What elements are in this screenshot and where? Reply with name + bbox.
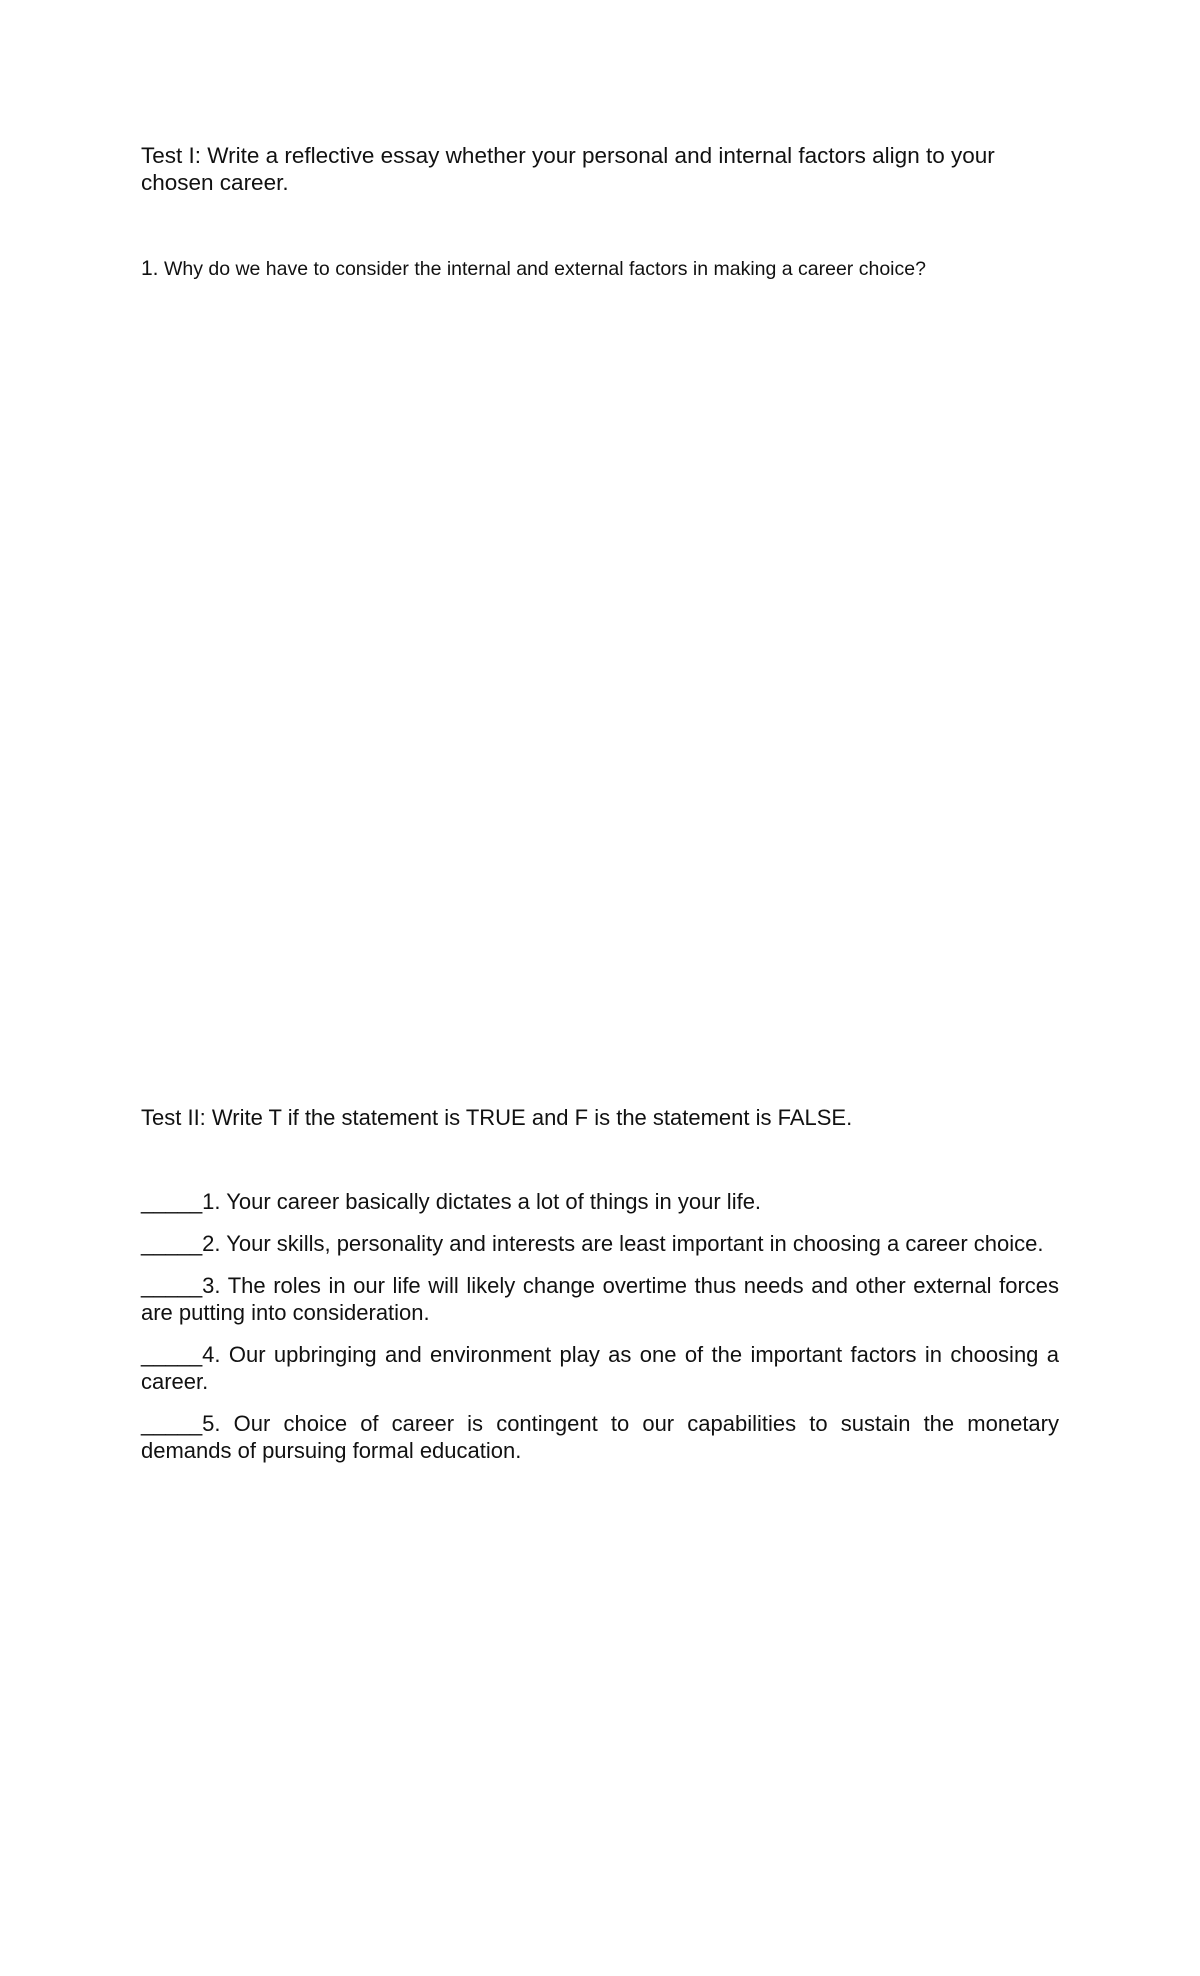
true-false-item-5: _____5. Our choice of career is contingent to our capabilities to sustain the monetary demands of pursuing formal education.: [141, 1411, 1059, 1463]
true-false-item-4: _____4. Our upbringing and environment play as one of the important factors in choosing a career.: [141, 1342, 1059, 1394]
test-1-instructions: Test I: Write a reflective essay whether your personal and internal factors align to your chosen career.: [141, 143, 995, 195]
true-false-item-1: _____1. Your career basically dictates a lot of things in your life.: [141, 1189, 762, 1214]
true-false-list: [141, 1188, 1059, 1479]
test-2-instructions: Test II: Write T if the statement is TRUE and F is the statement is FALSE.: [141, 1105, 853, 1130]
essay-question-number: 1.: [141, 257, 159, 280]
true-false-item-2: _____2. Your skills, personality and interests are least important in choosing a career choice.: [141, 1231, 1044, 1256]
essay-question: [141, 256, 1059, 282]
true-false-item-3: _____3. The roles in our life will likely change overtime thus needs and other external forces are putting into consideration.: [141, 1273, 1059, 1325]
essay-question-text: Why do we have to consider the internal and external factors in making a career choice?: [163, 258, 926, 280]
